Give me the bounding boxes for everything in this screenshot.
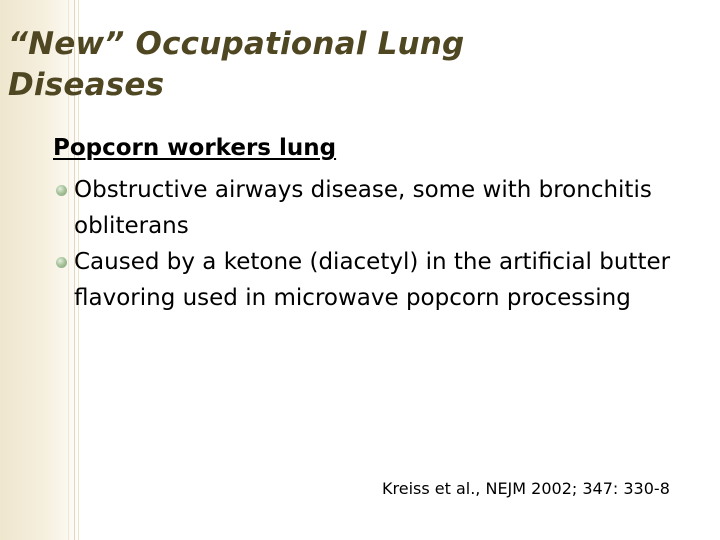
section-heading: Popcorn workers lung: [53, 135, 337, 161]
slide-title-line-1: “New” Occupational Lung: [8, 26, 465, 62]
bullet-text: Obstructive airways disease, some with bronchitis obliterans: [74, 177, 652, 239]
slide-title: [8, 24, 568, 106]
slide-title-line-2: Diseases: [8, 67, 165, 103]
bullet-icon: [56, 257, 67, 268]
bullet-text: Caused by a ketone (diacetyl) in the artificial butter flavoring used in microwave popcorn processing: [74, 249, 671, 311]
citation: Kreiss et al., NEJM 2002; 347: 330-8: [382, 479, 670, 498]
bullet-list: [53, 172, 693, 316]
bullet-icon: [56, 185, 67, 196]
bullet-item: [53, 172, 693, 244]
bullet-item: [53, 244, 693, 316]
